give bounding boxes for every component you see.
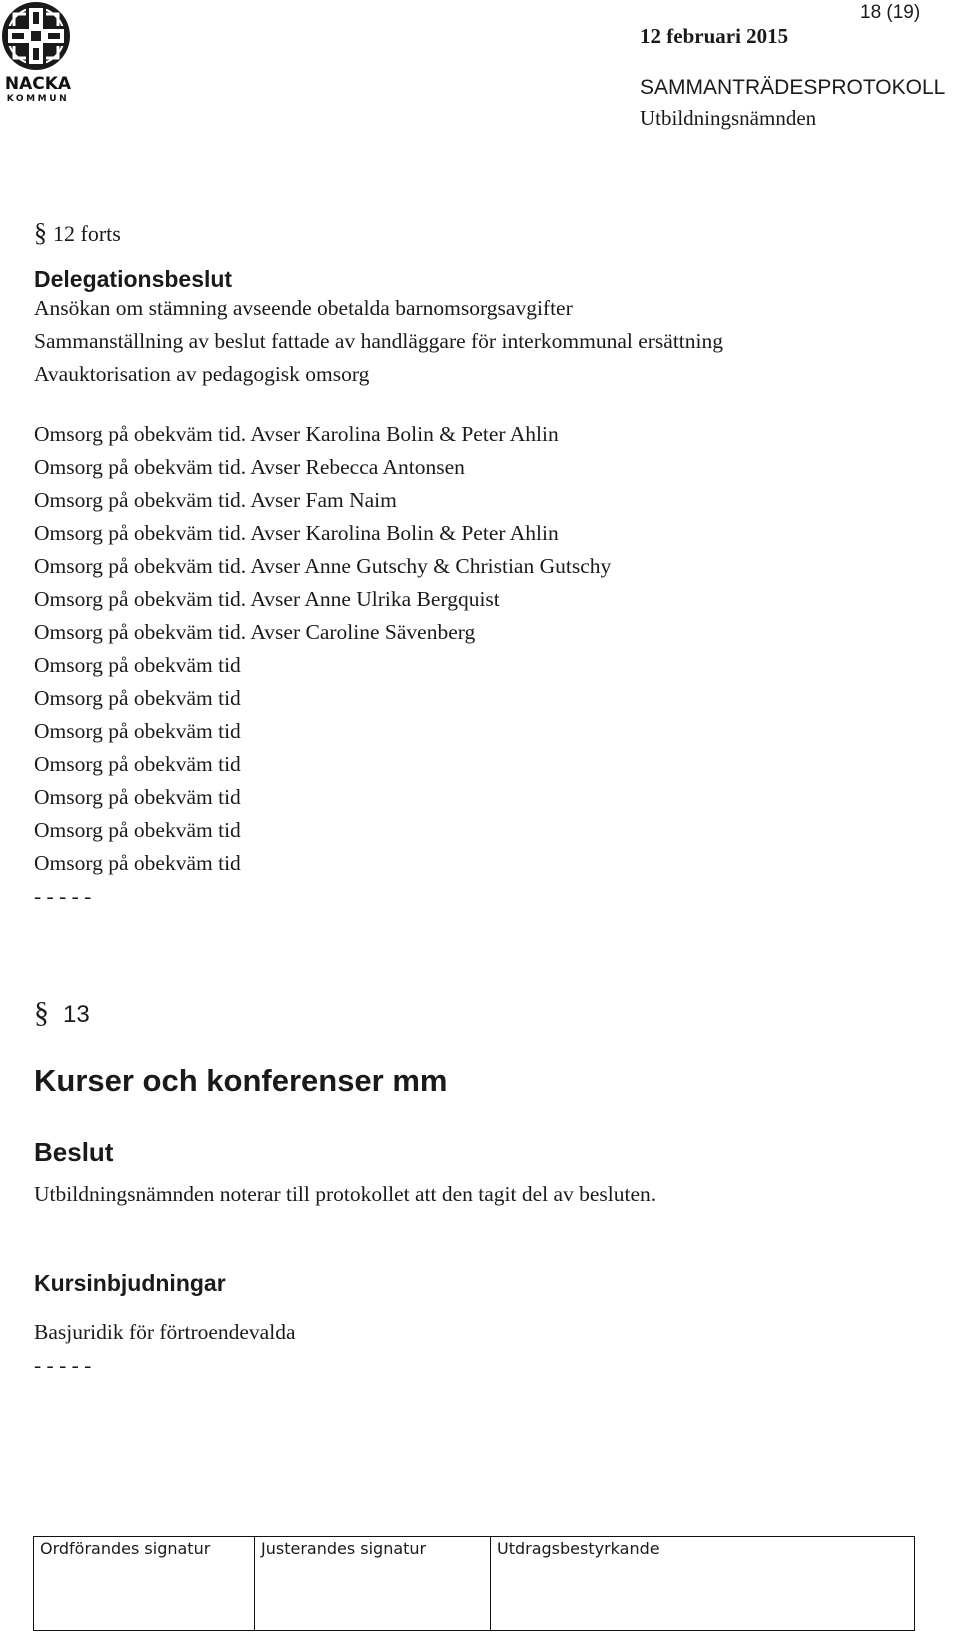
beslut-heading: Beslut [34, 1137, 114, 1167]
section-symbol: § [34, 218, 47, 247]
delegation-items [34, 292, 723, 391]
section-12-text: 12 forts [53, 221, 121, 246]
list-item: Omsorg på obekväm tid [34, 719, 241, 743]
meeting-date: 12 februari 2015 [640, 24, 789, 48]
signature-extract: Utdragsbestyrkande [491, 1537, 915, 1631]
section-13-number: 13 [63, 1001, 90, 1028]
list-item: Omsorg på obekväm tid. Avser Karolina Bolin & Peter Ahlin [34, 521, 559, 545]
list-item: Omsorg på obekväm tid [34, 851, 241, 875]
list-item: Omsorg på obekväm tid [34, 785, 241, 809]
list-item: Omsorg på obekväm tid. Avser Karolina Bolin & Peter Ahlin [34, 422, 559, 446]
list-item: Omsorg på obekväm tid. Avser Rebecca Antonsen [34, 455, 465, 479]
signature-chair: Ordförandes signatur [40, 1539, 211, 1558]
list-item: Omsorg på obekväm tid. Avser Anne Ulrika Bergquist [34, 587, 500, 611]
list-item: Omsorg på obekväm tid. Avser Caroline Sävenberg [34, 620, 476, 644]
omsorg-items [34, 418, 611, 913]
list-item: Omsorg på obekväm tid [34, 686, 241, 710]
end-marker: - - - - - [34, 884, 92, 908]
list-item: Avauktorisation av pedagogisk omsorg [34, 362, 370, 386]
section-symbol: § [34, 996, 49, 1029]
kurs-heading: Kursinbjudningar [34, 1270, 226, 1296]
list-item: Omsorg på obekväm tid [34, 818, 241, 842]
end-marker: - - - - - [34, 1353, 92, 1377]
page-number: 18 (19) [860, 2, 921, 23]
delegation-heading: Delegationsbeslut [34, 266, 233, 292]
list-item: Omsorg på obekväm tid [34, 752, 241, 776]
list-item: Basjuridik för förtroendevalda [34, 1320, 296, 1344]
list-item: Ansökan om stämning avseende obetalda barnomsorgsavgifter [34, 296, 573, 320]
kurs-items [34, 1316, 296, 1382]
section-12-label [34, 218, 121, 248]
list-item: Omsorg på obekväm tid. Avser Fam Naim [34, 488, 397, 512]
document-type: SAMMANTRÄDESPROTOKOLL [640, 76, 946, 99]
beslut-text: Utbildningsnämnden noterar till protokollet att den tagit del av besluten. [34, 1182, 657, 1206]
list-item: Sammanställning av beslut fattade av handläggare för interkommunal ersättning [34, 329, 723, 353]
logo-subtitle: KOMMUN [6, 94, 70, 104]
section-13-title: Kurser och konferenser mm [34, 1063, 448, 1098]
list-item: Omsorg på obekväm tid. Avser Anne Gutschy & Christian Gutschy [34, 554, 612, 578]
signature-table [33, 1536, 915, 1631]
section-13-label [34, 996, 90, 1030]
board-name: Utbildningsnämnden [640, 106, 817, 130]
list-item: Omsorg på obekväm tid [34, 653, 241, 677]
logo-wordmark: NACKA [4, 74, 72, 94]
signature-adjuster: Justerandes signatur [255, 1537, 491, 1631]
